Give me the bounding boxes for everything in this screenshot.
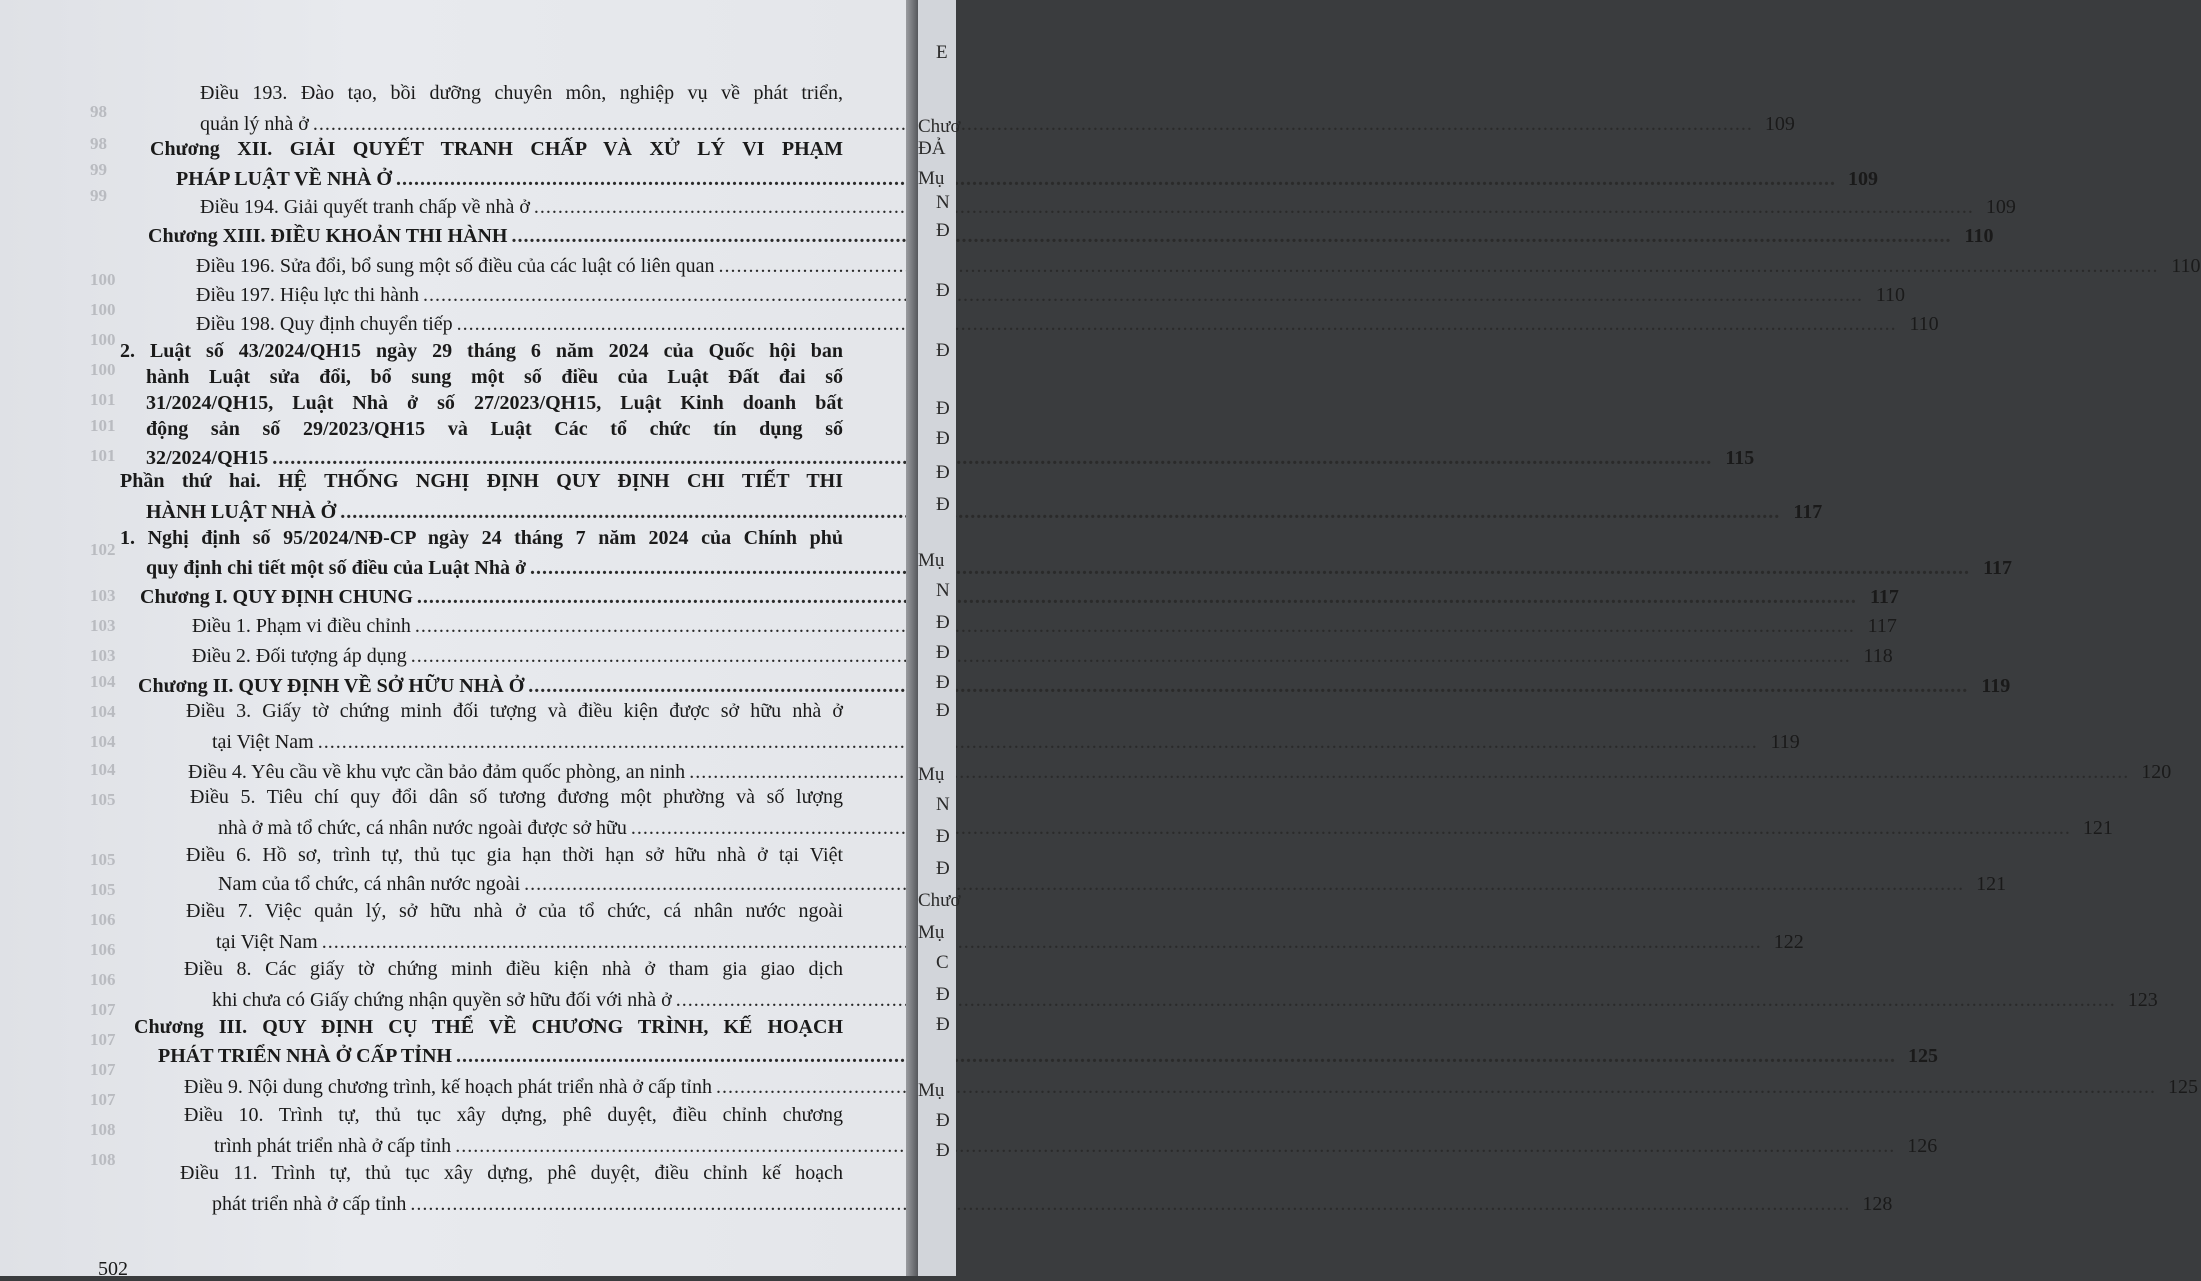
toc-entry-text: Nam của tổ chức, cá nhân nước ngoài	[218, 873, 521, 895]
facing-page-fragment: Mụ	[918, 764, 945, 785]
toc-entry-text: PHÁP LUẬT VỀ NHÀ Ở	[176, 168, 392, 190]
bleed-through-number: 103	[90, 616, 116, 635]
toc-page-number: 117	[1793, 501, 1823, 523]
toc-page-number: 110	[1875, 284, 1906, 306]
dot-leader	[455, 1135, 1895, 1158]
toc-entry-text: Chương XIII. ĐIỀU KHOẢN THI HÀNH	[148, 225, 508, 247]
toc-page-number: 123	[2127, 989, 2158, 1011]
facing-page-fragment: Chươ	[918, 890, 961, 911]
facing-page-fragment: Đ	[936, 494, 950, 515]
dot-leader	[411, 645, 1851, 668]
toc-entry-text: Điều 10. Trình tự, thủ tục xây dựng, phê duyệt, điều chỉnh chương	[184, 1104, 843, 1126]
toc-entry-text: khi chưa có Giấy chứng nhận quyền sở hữu đối với nhà ở	[212, 989, 672, 1011]
toc-page-number: 118	[1863, 645, 1893, 667]
dot-leader	[313, 113, 1753, 136]
bleed-through-number: 101	[90, 416, 116, 435]
facing-page-fragment: Đ	[936, 1014, 950, 1035]
facing-page-fragment: Đ	[936, 984, 950, 1005]
facing-page-fragment: Mụ	[918, 922, 945, 943]
facing-page-fragment: Đ	[936, 462, 950, 483]
facing-page-fragment: N	[936, 580, 950, 601]
toc-page-number: 119	[1981, 675, 2011, 697]
toc-entry-row	[146, 498, 1823, 524]
toc-entry-text: 2. Luật số 43/2024/QH15 ngày 29 tháng 6 năm 2024 của Quốc hội ban	[120, 340, 843, 362]
toc-entry-text: Phần thứ hai. HỆ THỐNG NGHỊ ĐỊNH QUY ĐỊNH CHI TIẾT THI	[120, 470, 843, 492]
bleed-through-number: 100	[90, 330, 116, 349]
facing-page-fragment: Đ	[936, 642, 950, 663]
facing-page-fragment: Đ	[936, 280, 950, 301]
dot-leader	[417, 586, 1857, 609]
toc-page-number: 119	[1770, 731, 1800, 753]
dot-leader	[676, 989, 2116, 1012]
bleed-through-number: 105	[90, 790, 116, 809]
toc-entry-row	[218, 870, 2007, 896]
bleed-through-number: 100	[90, 360, 116, 379]
bleed-through-number: 105	[90, 880, 116, 899]
toc-entry-text: Điều 193. Đào tạo, bồi dưỡng chuyên môn, nghiệp vụ về phát triển,	[200, 82, 843, 104]
toc-entry-text: Điều 9. Nội dung chương trình, kế hoạch phát triển nhà ở cấp tỉnh	[184, 1076, 712, 1098]
toc-entry-row	[200, 193, 2016, 219]
toc-page-number: 110	[1964, 225, 1994, 247]
bleed-through-number: 99	[90, 186, 107, 205]
toc-entry-text: Điều 7. Việc quản lý, sở hữu nhà ở của tổ chức, cá nhân nước ngoài	[186, 900, 843, 922]
facing-page-fragment: Đ	[936, 428, 950, 449]
toc-entry-text: Chương II. QUY ĐỊNH VỀ SỞ HỮU NHÀ Ở	[138, 675, 525, 697]
dot-leader	[530, 557, 1970, 580]
toc-entry-row	[138, 672, 2011, 698]
facing-page-fragment: Đ	[936, 672, 950, 693]
bleed-through-number: 103	[90, 586, 116, 605]
toc-entry-row	[212, 1190, 1893, 1216]
toc-entry-text: Điều 196. Sửa đổi, bổ sung một số điều của các luật có liên quan	[196, 255, 715, 277]
toc-entry-text: Điều 8. Các giấy tờ chứng minh điều kiện nhà ở tham gia giao dịch	[184, 958, 843, 980]
page-number: 502	[98, 1258, 128, 1280]
toc-entry-text: Điều 198. Quy định chuyển tiếp	[196, 313, 453, 335]
dot-leader	[457, 313, 1897, 336]
bleed-through-number: 101	[90, 390, 116, 409]
facing-page-fragment: N	[936, 794, 950, 815]
toc-page-number: 117	[1983, 557, 2013, 579]
toc-page-number: 117	[1867, 615, 1897, 637]
facing-page-fragment: N	[936, 192, 950, 213]
toc-entry-text: nhà ở mà tổ chức, cá nhân nước ngoài được sở hữu	[218, 817, 627, 839]
toc-entry-text: Điều 11. Trình tự, thủ tục xây dựng, phê duyệt, điều chỉnh kế hoạch	[180, 1162, 843, 1184]
toc-page-number: 109	[1847, 168, 1878, 190]
dot-leader	[396, 168, 1836, 191]
dot-leader	[272, 447, 1712, 470]
toc-entry-text: hành Luật sửa đổi, bổ sung một số điều của Luật Đất đai số	[146, 366, 843, 388]
toc-page-number: 125	[1907, 1045, 1938, 1067]
toc-entry-text: Điều 3. Giấy tờ chứng minh đối tượng và điều kiện được sở hữu nhà ở	[186, 700, 843, 722]
bleed-through-number: 98	[90, 134, 107, 153]
bleed-through-number: 107	[90, 1030, 116, 1049]
bleed-through-number: 107	[90, 1060, 116, 1079]
dot-leader	[318, 731, 1758, 754]
toc-entry-text: Điều 2. Đối tượng áp dụng	[192, 645, 407, 667]
bleed-through-number: 98	[90, 102, 107, 121]
toc-page-number: 117	[1870, 586, 1899, 608]
dot-leader	[511, 225, 1951, 248]
bleed-through-number: 104	[90, 760, 116, 779]
toc-entry-row	[140, 583, 1899, 609]
toc-entry-text: Điều 197. Hiệu lực thi hành	[196, 284, 420, 306]
dot-leader	[534, 196, 1974, 219]
toc-entry-text: Điều 6. Hồ sơ, trình tự, thủ tục gia hạn thời hạn sở hữu nhà ở tại Việt	[186, 844, 843, 866]
bleed-through-number: 103	[90, 646, 116, 665]
bleed-through-number: 102	[90, 540, 116, 559]
toc-entry-text: quản lý nhà ở	[200, 113, 309, 135]
toc-page-number: 128	[1862, 1193, 1893, 1215]
bleed-through-number: 106	[90, 970, 116, 989]
dot-leader	[524, 873, 1964, 896]
facing-page-fragment: ĐẢ	[918, 138, 946, 159]
toc-page-number: 121	[2082, 817, 2113, 839]
bleed-through-number: 100	[90, 300, 116, 319]
facing-page-fragment: Đ	[936, 398, 950, 419]
toc-page-number: 120	[2141, 761, 2172, 783]
facing-page-fragment: Đ	[936, 612, 950, 633]
bleed-through-number: 106	[90, 940, 116, 959]
toc-entry-row	[148, 222, 1994, 248]
toc-page-number: 121	[1976, 873, 2007, 895]
facing-page-fragment: E	[936, 42, 948, 63]
toc-entry-text: Điều 4. Yêu cầu về khu vực cần bảo đảm quốc phòng, an ninh	[188, 761, 686, 783]
toc-entry-row	[146, 444, 1755, 470]
toc-entry-row	[196, 310, 1939, 336]
bleed-through-number: 108	[90, 1120, 116, 1139]
dot-leader	[631, 817, 2071, 840]
bleed-through-number: 105	[90, 850, 116, 869]
bleed-through-number: 101	[90, 446, 116, 465]
toc-entry-text: Điều 5. Tiêu chí quy đổi dân số tương đương một phường và số lượng	[190, 786, 843, 808]
toc-entry-text: HÀNH LUẬT NHÀ Ở	[146, 501, 337, 523]
toc-entry-row	[192, 612, 1897, 638]
toc-page-number: 115	[1725, 447, 1755, 469]
toc-entry-text: phát triển nhà ở cấp tỉnh	[212, 1193, 407, 1215]
facing-page-fragment: Đ	[936, 700, 950, 721]
toc-page-number: 122	[1773, 931, 1804, 953]
facing-page-fragment: Đ	[936, 220, 950, 241]
toc-page-number: 110	[1909, 313, 1939, 335]
facing-page-fragment: Đ	[936, 858, 950, 879]
toc-entry-row	[158, 1042, 1938, 1068]
dot-leader	[415, 615, 1855, 638]
toc-entry-text: trình phát triển nhà ở cấp tỉnh	[214, 1135, 452, 1157]
toc-entry-text: tại Việt Nam	[212, 731, 314, 753]
dot-leader	[410, 1193, 1850, 1216]
facing-page-fragment: Chươ	[918, 116, 961, 137]
toc-entry-row	[212, 986, 2158, 1012]
dot-leader	[423, 284, 1863, 307]
toc-entry-row	[218, 814, 2113, 840]
facing-page-fragment: Đ	[936, 1140, 950, 1161]
facing-page-fragment: Đ	[936, 1110, 950, 1131]
bleed-through-number: 104	[90, 732, 116, 751]
facing-page-edge	[918, 0, 961, 1276]
toc-entry-row	[214, 1132, 1938, 1158]
bleed-through-number: 99	[90, 160, 107, 179]
toc-page-number: 125	[2167, 1076, 2198, 1098]
toc-entry-text: PHÁT TRIỂN NHÀ Ở CẤP TỈNH	[158, 1045, 452, 1067]
toc-entry-text: 31/2024/QH15, Luật Nhà ở số 27/2023/QH15, Luật Kinh doanh bất	[146, 392, 843, 414]
bleed-through-number: 107	[90, 1000, 116, 1019]
dot-leader	[528, 675, 1968, 698]
toc-entry-text: quy định chi tiết một số điều của Luật Nhà ở	[146, 557, 527, 579]
toc-entry-text: Chương XII. GIẢI QUYẾT TRANH CHẤP VÀ XỬ LÝ VI PHẠM	[150, 138, 843, 160]
bleed-through-number: 104	[90, 672, 116, 691]
toc-entry-row	[212, 728, 1800, 754]
toc-page-number: 126	[1907, 1135, 1938, 1157]
dot-leader	[340, 501, 1780, 524]
toc-entry-text: Chương III. QUY ĐỊNH CỤ THỂ VỀ CHƯƠNG TRÌNH, KẾ HOẠCH	[134, 1016, 843, 1038]
toc-entry-text: 1. Nghị định số 95/2024/NĐ-CP ngày 24 tháng 7 năm 2024 của Chính phủ	[120, 527, 843, 549]
bleed-through-number: 104	[90, 702, 116, 721]
facing-page-fragment: Mụ	[918, 550, 945, 571]
toc-entry-text: Điều 194. Giải quyết tranh chấp về nhà ở	[200, 196, 530, 218]
toc-entry-row	[196, 252, 2201, 278]
toc-page-number: 109	[1764, 113, 1795, 135]
dot-leader	[322, 931, 1762, 954]
facing-page-fragment: Mụ	[918, 1080, 945, 1101]
toc-entry-text: Điều 1. Phạm vi điều chỉnh	[192, 615, 411, 637]
toc-entry-row	[192, 642, 1893, 668]
bleed-through-number: 100	[90, 270, 116, 289]
toc-entry-row	[196, 281, 1906, 307]
bleed-through-number: 106	[90, 910, 116, 929]
bleed-through-number: 108	[90, 1150, 116, 1169]
facing-page-fragment: Mụ	[918, 168, 945, 189]
toc-entry-text: 32/2024/QH15	[146, 447, 269, 469]
facing-page-fragment: C	[936, 952, 949, 973]
toc-entry-text: Chương I. QUY ĐỊNH CHUNG	[140, 586, 413, 608]
facing-page-fragment: Đ	[936, 826, 950, 847]
toc-entry-text: động sản số 29/2023/QH15 và Luật Các tổ chức tín dụng số	[146, 418, 843, 440]
toc-entry-text: tại Việt Nam	[216, 931, 318, 953]
facing-page-fragment: Đ	[936, 340, 950, 361]
bleed-through-number: 107	[90, 1090, 116, 1109]
toc-page-number: 109	[1985, 196, 2016, 218]
dot-leader	[456, 1045, 1896, 1068]
toc-page-number: 110	[2171, 255, 2201, 277]
